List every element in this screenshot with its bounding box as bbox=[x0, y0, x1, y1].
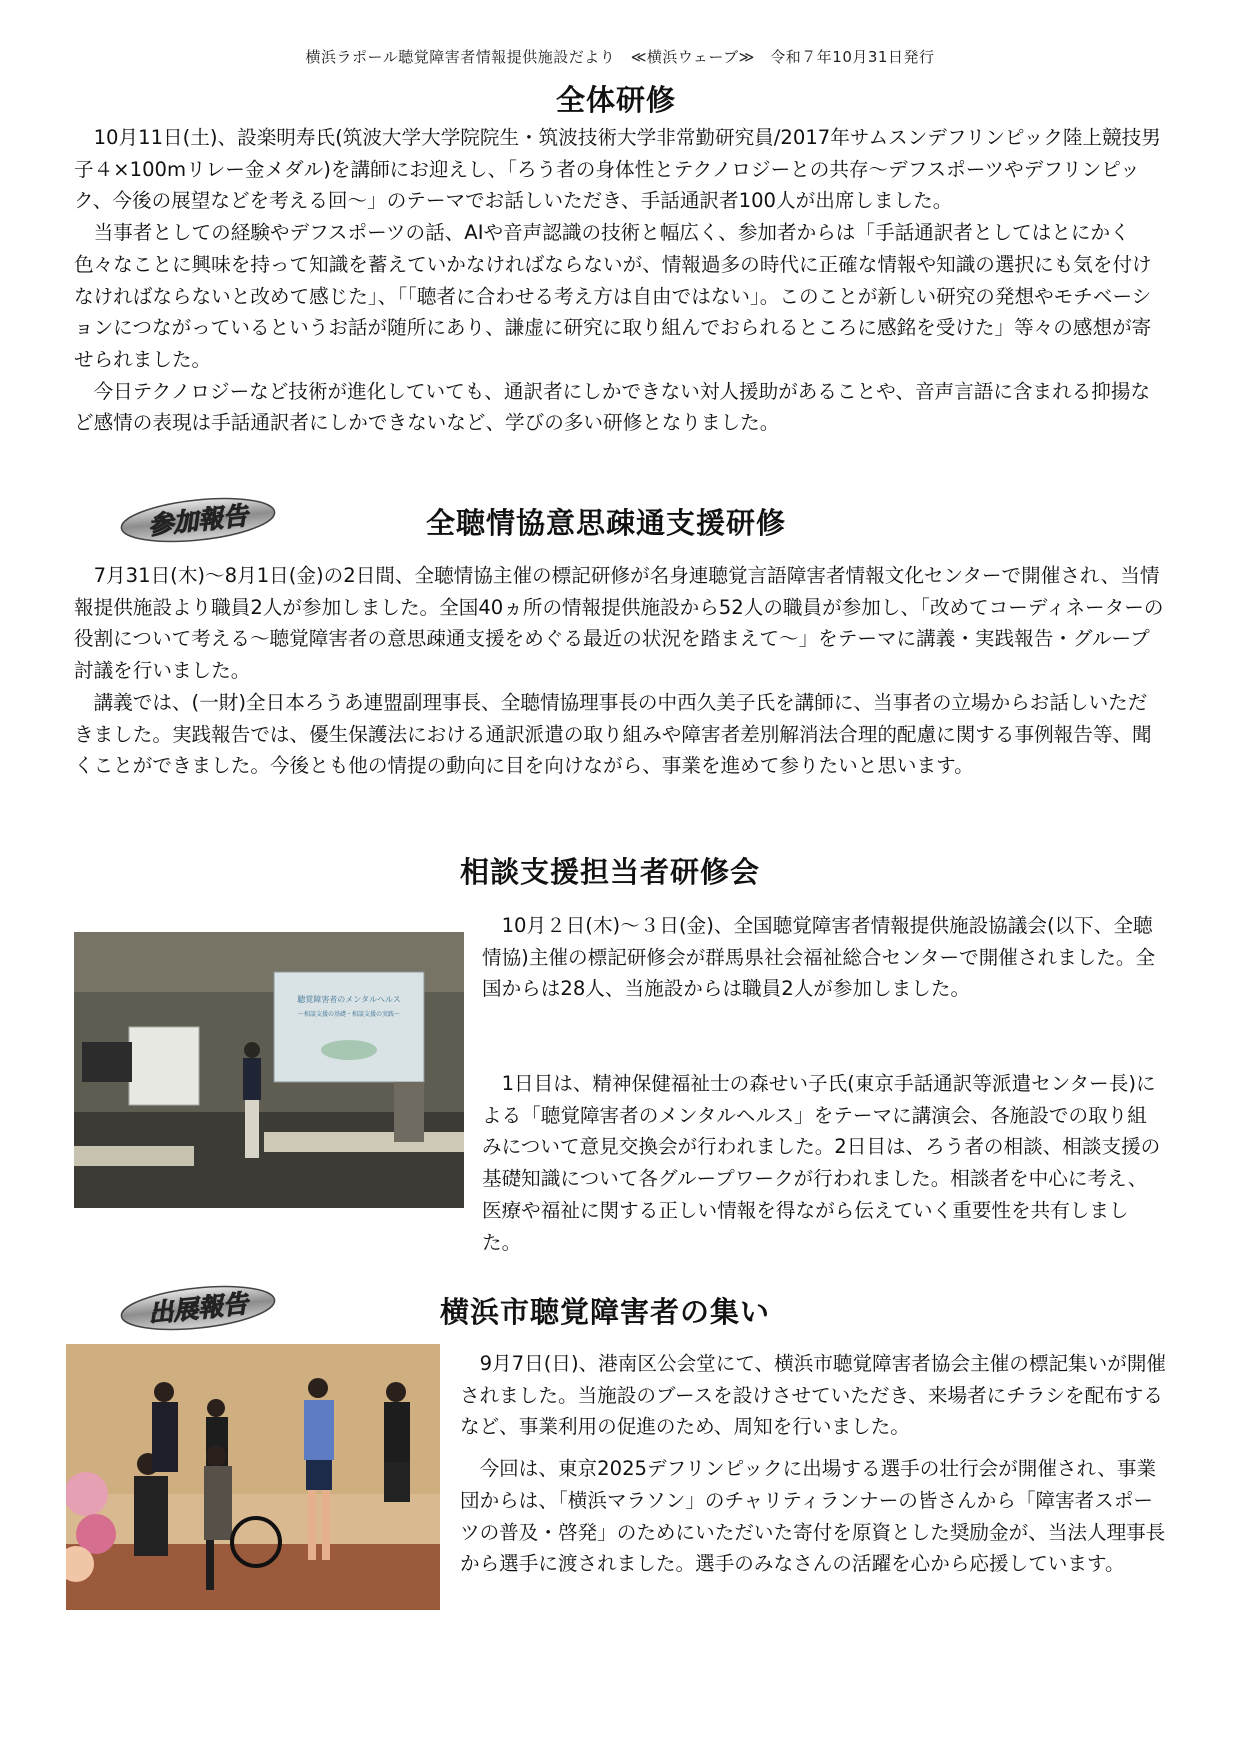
section-title-zentai-kenshu: 全体研修 bbox=[556, 83, 677, 117]
paragraph bbox=[74, 1068, 1166, 1258]
paragraph: 今回は、東京2025デフリンピックに出場する選手の壮行会が開催され、事業団からは、「横浜マラソン」のチャリティランナーの皆さんから「障害者スポーツの普及・啓発」のためにいただいた寄付を原資とした奨励金が、当法人理事長から選手に渡されました。選手のみなさんの活躍を心から応援しています。 bbox=[460, 1457, 1166, 1576]
paragraph-text: 1日目は、精神保健福祉士の森せい子氏(東京手話通訳等派遣センター長)による「聴覚障害者のメンタルヘルス」をテーマに講演会、各施設での取り組みについて意見交換会が行われました。2日目は、ろう者の相談、相談支援の基礎知識について各グループワークが行われました。相談者を中心に考え、医療や福祉に関する正しい情報を得ながら伝えていく重要性を共有しました。 bbox=[482, 1072, 1161, 1254]
section-body-zentai-kenshu bbox=[74, 122, 1166, 439]
section-body-sodan-shien-top bbox=[482, 910, 1166, 1005]
event-photo bbox=[66, 1344, 440, 1610]
report-badge-shutten bbox=[118, 1284, 278, 1332]
paragraph: 9月7日(日)、港南区公会堂にて、横浜市聴覚障害者協会主催の標記集いが開催されました。当施設のブースを設けさせていただき、来場者にチラシを配布するなど、事業利用の促進のため、周知を行いました。 bbox=[460, 1352, 1167, 1439]
paragraph: 10月11日(土)、設楽明寿氏(筑波大学大学院院生・筑波技術大学非常勤研究員/2017年サムスンデフリンピック陸上競技男子４×100mリレー金メダル)を講師にお迎えし、「ろう者の身体性とテクノロジーとの共存～デフスポーツやデフリンピック、今後の展望などを考える回～」のテーマでお話しいただき、手話通訳者100人が出席しました。 bbox=[74, 126, 1161, 213]
section-title-ishisotsu: 全聴情協意思疎通支援研修 bbox=[426, 506, 787, 540]
paragraph: 講義では、(一財)全日本ろうあ連盟副理事長、全聴情協理事長の中西久美子氏を講師に、当事者の立場からお話しいただきました。実践報告では、優生保護法における通訳派遣の取り組みや障害者差別解消法合理的配慮に関する事例報告等、聞くことができました。今後とも他の情提の動向に目を向けながら、事業を進めて参りたいと思います。 bbox=[74, 690, 1152, 778]
section-body-tsudoi bbox=[460, 1348, 1166, 1580]
newsletter-header: 横浜ラポール聴覚障害者情報提供施設だより ≪横浜ウェーブ≫ 令和７年10月31日発行 bbox=[305, 48, 935, 66]
paragraph: 当事者としての経験やデフスポーツの話、AIや音声認識の技術と幅広く、参加者からは「手話通訳者としてはとにかく色々なことに興味を持って知識を蓄えていかなければならないが、情報過多の時代に正確な情報や知識の選択にも気を付けなければならないと改めて感じた」、「「聴者に合わせる考え方は自由ではない」。このことが新しい研究の発想やモチベーションにつながっているというお話が随所にあり、謙虚に研究に取り組んでおられるところに感銘を受けた」等々の感想が寄せられました。 bbox=[74, 221, 1152, 371]
badge-label: 参加報告 bbox=[146, 500, 250, 541]
section-body-sodan-shien-bottom bbox=[74, 1068, 1166, 1258]
slide-text: 聴覚障害者のメンタルヘルス bbox=[297, 995, 401, 1004]
badge-label: 出展報告 bbox=[146, 1288, 250, 1329]
report-badge-sanka bbox=[118, 496, 278, 544]
section-body-ishisotsu bbox=[74, 560, 1166, 782]
section-title-sodan-shien: 相談支援担当者研修会 bbox=[460, 855, 761, 889]
paragraph: 今日テクノロジーなど技術が進化していても、通訳者にしかできない対人援助があることや、音声言語に含まれる抑揚など感情の表現は手話通訳者にしかできないなど、学びの多い研修となりました。 bbox=[74, 379, 1151, 435]
section-title-tsudoi: 横浜市聴覚障害者の集い bbox=[440, 1295, 771, 1329]
paragraph: 10月２日(木)～３日(金)、全国聴覚障害者情報提供施設協議会(以下、全聴情協)主催の標記研修会が群馬県社会福祉総合センターで開催されました。全国からは28人、当施設からは職員2人が参加しました。 bbox=[482, 914, 1156, 1001]
paragraph: 7月31日(木)～8月1日(金)の2日間、全聴情協主催の標記研修が名身連聴覚言語障害者情報文化センターで開催され、当情報提供施設より職員2人が参加しました。全国40ヵ所の情報提供施設から52人の職員が参加し、「改めてコーディネーターの役割について考える～聴覚障害者の意思疎通支援をめぐる最近の状況を踏まえて～」をテーマに講義・実践報告・グループ討議を行いました。 bbox=[74, 564, 1164, 683]
svg-text:～相談支援の基礎・相談支援の実践～: ～相談支援の基礎・相談支援の実践～ bbox=[297, 1011, 401, 1018]
